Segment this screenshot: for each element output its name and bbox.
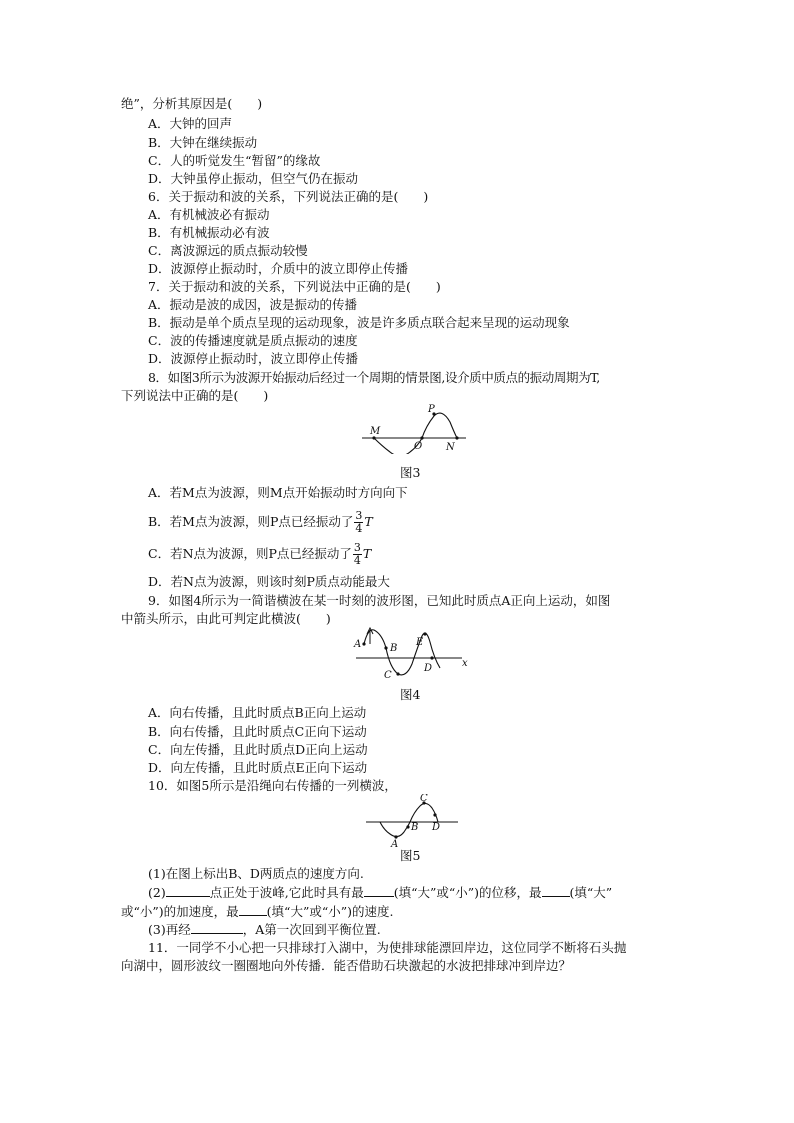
q6-option-c: C．离波源远的质点振动较慢: [148, 243, 308, 258]
fig3-point-n: [455, 436, 458, 439]
fig4-label-x: x: [462, 658, 468, 669]
fig5-point-d: [433, 813, 436, 816]
answer-blank[interactable]: [191, 921, 243, 934]
fraction-denominator: 4: [355, 522, 363, 535]
fig5-label-d: D: [432, 822, 441, 833]
q10-part2-text2: (填“大”或“小”)的位移，最: [393, 885, 542, 900]
q9-option-d: D．向左传播，且此时质点E正向下运动: [148, 760, 368, 775]
figure-4-wave: [348, 622, 474, 680]
q7-option-a: A．振动是波的成因，波是振动的传播: [148, 297, 358, 312]
fig4-point-a: [362, 642, 365, 645]
q9-option-b: B．向右传播，且此时质点C正向下运动: [148, 724, 367, 739]
q9-stem-line1: 9．如图4所示为一简谐横波在某一时刻的波形图，已知此时质点A正向上运动，如图: [148, 593, 611, 608]
answer-blank[interactable]: [239, 903, 267, 916]
q6-option-b: B．有机械振动必有波: [148, 225, 270, 240]
fig4-point-c: [396, 672, 399, 675]
q6-option-a: A．有机械波必有振动: [148, 207, 270, 222]
q9-option-a: A．向右传播，且此时质点B正向上运动: [148, 705, 367, 720]
q11-stem-line1: 11．一同学不小心把一只排球打入湖中，为使排球能漂回岸边，这位同学不断将石头抛: [148, 940, 627, 955]
q10-part2-line2: [121, 903, 393, 920]
answer-blank[interactable]: [542, 884, 570, 897]
q10-part2-line1: [148, 884, 612, 901]
fig4-point-e: [423, 632, 426, 635]
q5-option-a: A．大钟的回声: [148, 116, 233, 131]
fig5-label-c: C: [420, 794, 428, 804]
figure-4-caption: 图4: [400, 687, 421, 702]
figure-3-wave: [360, 402, 470, 454]
q10-part3-text2: ，A第一次回到平衡位置.: [242, 922, 381, 937]
q9-option-c: C．向左传播，且此时质点D正向上运动: [148, 742, 368, 757]
q8-stem-line2: 下列说法中正确的是( ): [121, 388, 269, 403]
fig3-point-o: [420, 436, 423, 439]
fig5-point-b: [406, 825, 409, 828]
answer-blank[interactable]: [364, 884, 394, 897]
period-symbol: T: [364, 514, 373, 529]
fig4-label-b: B: [390, 643, 398, 654]
fig5-label-a: A: [391, 839, 399, 848]
q6-option-d: D．波源停止振动时，介质中的波立即停止传播: [148, 261, 409, 276]
fig3-label-p: P: [428, 404, 435, 415]
q10-part2-text3: (填“大”: [569, 885, 613, 900]
q7-option-c: C．波的传播速度就是质点振动的速度: [148, 333, 358, 348]
q5-option-b: B．大钟在继续振动: [148, 135, 258, 150]
fig4-label-a: A: [354, 639, 362, 650]
q10-stem: 10．如图5所示是沿绳向右传播的一列横波，: [148, 778, 397, 793]
q5-option-c: C．人的听觉发生“暂留”的缘故: [148, 153, 321, 168]
q9-stem-line2: 中箭头所示，由此可判定此横波( ): [121, 611, 331, 626]
fraction-three-quarters: [353, 542, 362, 567]
q8-option-c-text: C．若N点为波源，则P点已经振动了: [148, 546, 352, 561]
q7-option-d: D．波源停止振动时，波立即停止传播: [148, 351, 359, 366]
q10-part3: [148, 921, 381, 938]
q8-option-d: D．若N点为波源，则该时刻P质点动能最大: [148, 574, 390, 589]
fig4-label-e: E: [416, 637, 424, 648]
fraction-numerator: 3: [353, 541, 361, 554]
q5-option-d: D．大钟虽停止振动，但空气仍在振动: [148, 171, 359, 186]
fig3-label-m: M: [370, 426, 381, 437]
fig5-label-b: B: [411, 822, 419, 833]
figure-3-caption: 图3: [400, 465, 421, 480]
answer-blank[interactable]: [166, 884, 210, 897]
fig3-label-n: N: [446, 442, 455, 453]
fraction-numerator: 3: [355, 509, 363, 522]
q10-part2-text1: 点正处于波峰,它此时具有最: [209, 885, 364, 900]
q10-part2-text5: (填“大”或“小”)的速度.: [266, 904, 394, 919]
q8-option-b: [148, 508, 373, 536]
fig4-point-b: [384, 646, 387, 649]
q10-part2-text4: 或“小”)的加速度，最: [121, 904, 239, 919]
q5-stem-tail: 绝”，分析其原因是( ): [121, 96, 263, 111]
figure-5-wave: [362, 794, 462, 848]
fig4-label-d: D: [424, 663, 433, 674]
q8-option-b-text: B．若M点为波源，则P点已经振动了: [148, 514, 354, 529]
q11-stem-line2: 向湖中，圆形波纹一圈圈地向外传播．能否借助石块激起的水波把排球冲到岸边？: [121, 958, 572, 973]
fig4-label-c: C: [384, 670, 392, 680]
period-symbol: T: [362, 546, 372, 561]
fig4-point-d: [430, 656, 433, 659]
fraction-three-quarters: [354, 510, 363, 535]
fig3-label-o: O: [414, 441, 423, 452]
q8-option-a: A．若M点为波源，则M点开始振动时方向向下: [148, 485, 408, 500]
fraction-denominator: 4: [353, 554, 361, 567]
fig5-waveform: [380, 803, 441, 836]
q10-part3-text1: (3)再经: [148, 922, 191, 937]
q8-option-c: [148, 540, 371, 568]
q10-part2-number: (2): [148, 885, 166, 900]
q8-stem-line1: 8．如图3所示为波源开始振动后经过一个周期的情景图,设介质中质点的振动周期为T,: [148, 370, 600, 385]
q6-stem: 6．关于振动和波的关系，下列说法正确的是( ): [148, 189, 429, 204]
q7-stem: 7．关于振动和波的关系，下列说法中正确的是( ): [148, 279, 441, 294]
q10-part1: (1)在图上标出B、D两质点的速度方向.: [148, 866, 364, 881]
figure-5-caption: 图5: [400, 848, 421, 863]
q7-option-b: B．振动是单个质点呈现的运动现象，波是许多质点联合起来呈现的运动现象: [148, 315, 570, 330]
